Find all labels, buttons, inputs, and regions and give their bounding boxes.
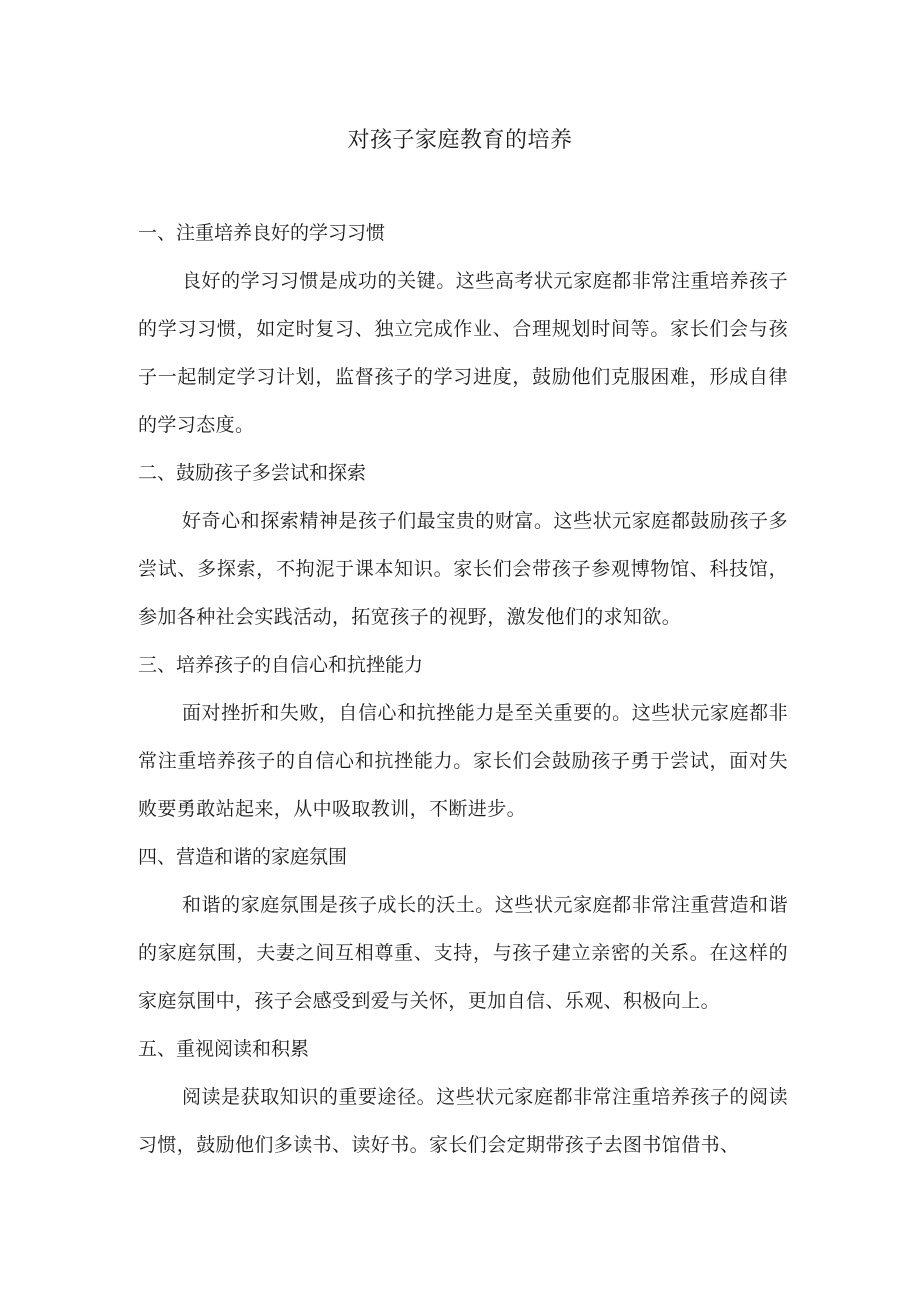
section-1 — [138, 209, 788, 449]
section-paragraph: 和谐的家庭氛围是孩子成长的沃土。这些状元家庭都非常注重营造和谐的家庭氛围，夫妻之间互相尊重、支持，与孩子建立亲密的关系。在这样的家庭氛围中，孩子会感受到爱与关怀，更加自信、乐观、积极向上。 — [138, 894, 788, 1012]
section-heading: 四、营造和谐的家庭氛围 — [138, 846, 348, 868]
section-2 — [138, 449, 788, 641]
section-paragraph: 面对挫折和失败，自信心和抗挫能力是至关重要的。这些状元家庭都非常注重培养孩子的自信心和抗挫能力。家长们会鼓励孩子勇于尝试，面对失败要勇敢站起来，从中吸取教训，不断进步。 — [138, 702, 788, 820]
section-paragraph: 阅读是获取知识的重要途径。这些状元家庭都非常注重培养孩子的阅读习惯，鼓励他们多读书、读好书。家长们会定期带孩子去图书馆借书、 — [138, 1086, 788, 1156]
section-heading: 三、培养孩子的自信心和抗挫能力 — [138, 654, 424, 676]
document-body — [138, 209, 788, 1169]
section-3 — [138, 641, 788, 833]
section-heading: 一、注重培养良好的学习习惯 — [138, 222, 386, 244]
section-5 — [138, 1025, 788, 1169]
document-title: 对孩子家庭教育的培养 — [347, 128, 573, 153]
section-paragraph: 好奇心和探索精神是孩子们最宝贵的财富。这些状元家庭都鼓励孩子多尝试、多探索，不拘泥于课本知识。家长们会带孩子参观博物馆、科技馆，参加各种社会实践活动，拓宽孩子的视野，激发他们的求知欲。 — [138, 510, 788, 628]
section-heading: 二、鼓励孩子多尝试和探索 — [138, 462, 367, 484]
section-heading: 五、重视阅读和积累 — [138, 1038, 310, 1060]
section-paragraph: 良好的学习习惯是成功的关键。这些高考状元家庭都非常注重培养孩子的学习习惯，如定时复习、独立完成作业、合理规划时间等。家长们会与孩子一起制定学习计划，监督孩子的学习进度，鼓励他们克服困难，形成自律的学习态度。 — [138, 270, 788, 436]
section-4 — [138, 833, 788, 1025]
